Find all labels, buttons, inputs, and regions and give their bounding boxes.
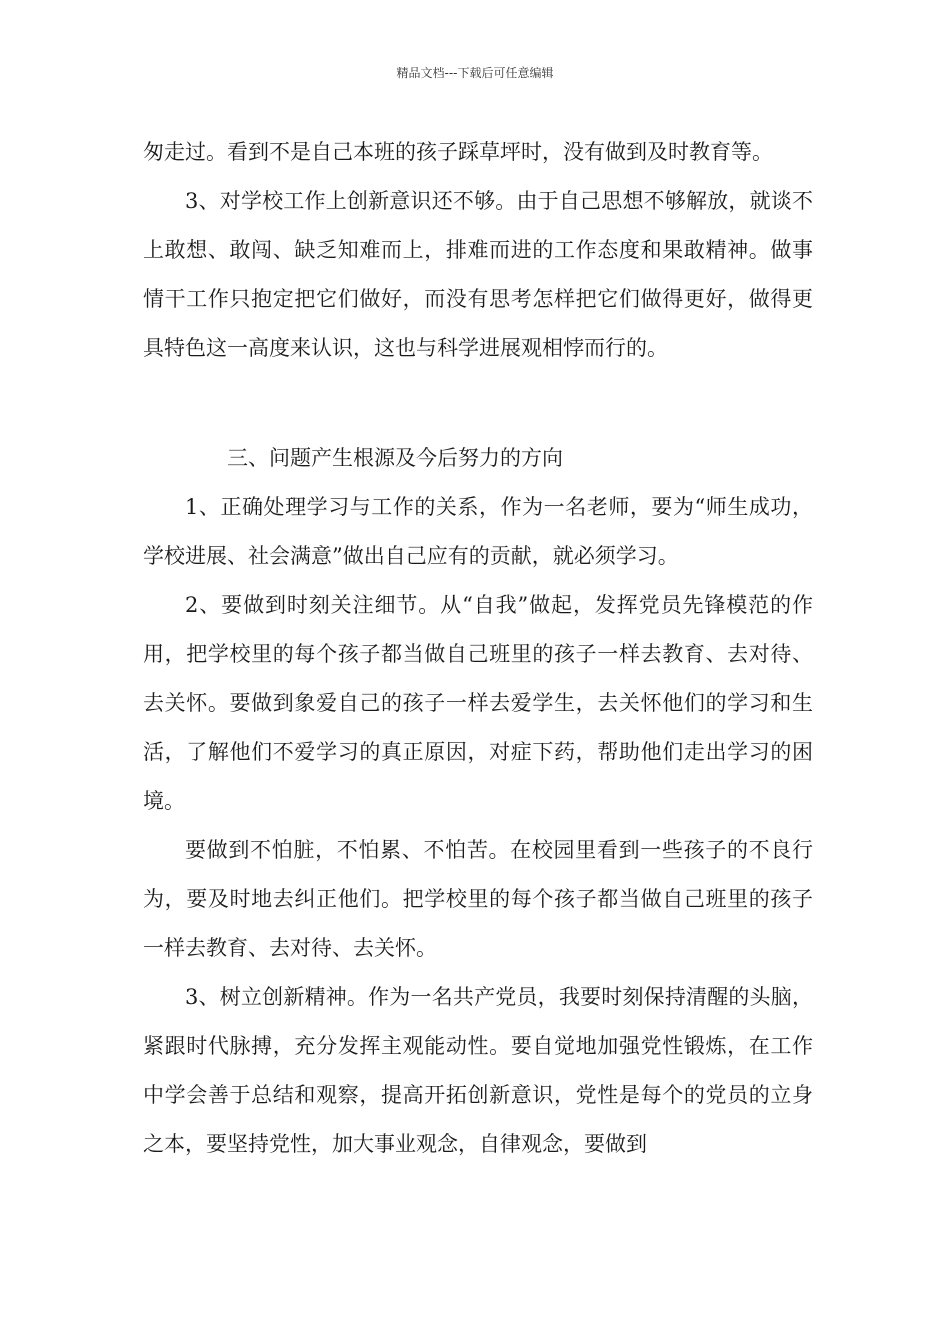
paragraph-item-3-spirit: 3、树立创新精神。作为一名共产党员，我要时刻保持清醒的头脑，紧跟时代脉搏，充分发挥主观能动性。要自觉地加强党性锻炼，在工作中学会善于总结和观察，提高开拓创新意识，党性是每个的党员的立身之本，要坚持党性，加大事业观念，自律观念，要做到 xyxy=(143,985,813,1156)
paragraph-item-1-study: 1、正确处理学习与工作的关系，作为一名老师，要为“师生成功，学校进展、社会满意”做出自己应有的贡献，就必须学习。 xyxy=(143,495,813,568)
paragraph-hardship: 要做到不怕脏，不怕累、不怕苦。在校园里看到一些孩子的不良行为，要及时地去纠正他们。把学校里的每个孩子都当做自己班里的孩子一样去教育、去对待、去关怀。 xyxy=(143,838,813,960)
paragraph-item-3-innovation: 3、对学校工作上创新意识还不够。由于自己思想不够解放，就谈不上敢想、敢闯、缺乏知难而上，排难而进的工作态度和果敢精神。做事情干工作只抱定把它们做好，而没有思考怎样把它们做得更好，做得更具特色这一高度来认识，这也与科学进展观相悖而行的。 xyxy=(143,189,813,360)
page-header: 精品文档---下载后可任意编辑 xyxy=(396,66,554,80)
section-heading: 三、问题产生根源及今后努力的方向 xyxy=(227,446,563,470)
section-gap xyxy=(143,373,813,434)
paragraph-continuation: 匆走过。看到不是自己本班的孩子踩草坪时，没有做到及时教育等。 xyxy=(143,140,773,164)
document-body xyxy=(143,128,813,1169)
paragraph-item-2-details: 2、要做到时刻关注细节。从“自我”做起，发挥党员先锋模范的作用，把学校里的每个孩子都当做自己班里的孩子一样去教育、去对待、去关怀。要做到象爱自己的孩子一样去爱学生，去关怀他们的学习和生活，了解他们不爱学习的真正原因，对症下药，帮助他们走出学习的困境。 xyxy=(143,593,813,813)
